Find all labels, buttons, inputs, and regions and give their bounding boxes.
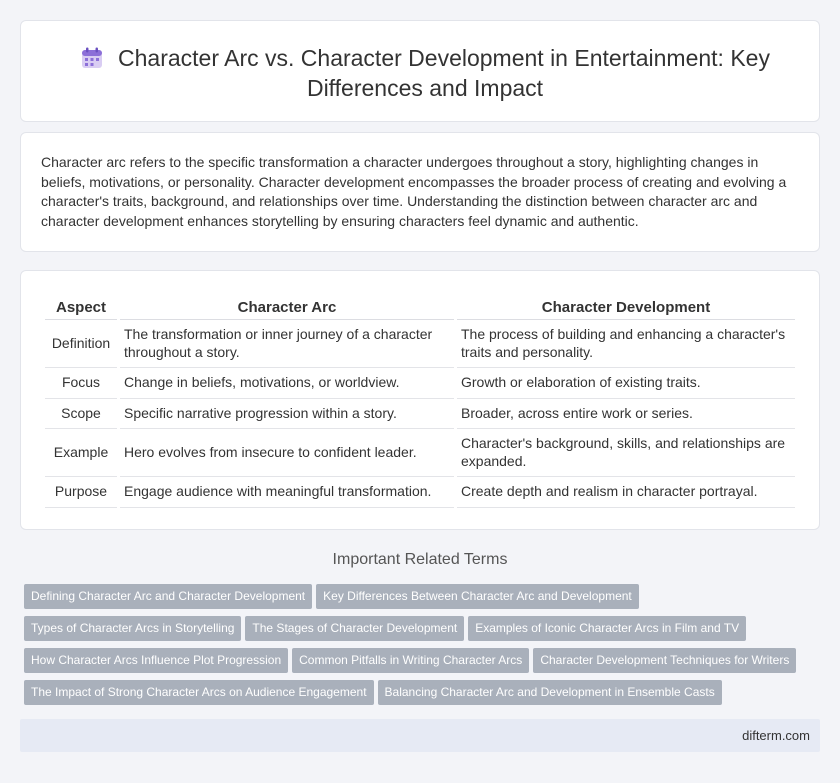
page-title [61, 43, 789, 103]
cell-arc: Hero evolves from insecure to confident leader. [120, 429, 454, 477]
cell-development: The process of building and enhancing a character's traits and personality. [457, 320, 795, 368]
related-term-tag[interactable]: How Character Arcs Influence Plot Progression [24, 648, 288, 673]
comparison-table [42, 295, 798, 508]
cell-arc: Engage audience with meaningful transformation. [120, 477, 454, 508]
cell-aspect: Purpose [45, 477, 117, 508]
tag-row [24, 648, 824, 680]
related-term-tag[interactable]: The Stages of Character Development [245, 616, 464, 641]
related-term-tag[interactable]: Balancing Character Arc and Development in Ensemble Casts [378, 680, 722, 705]
header-character-development: Character Development [457, 295, 795, 320]
cell-arc: The transformation or inner journey of a character throughout a story. [120, 320, 454, 368]
cell-aspect: Focus [45, 368, 117, 399]
cell-aspect: Definition [45, 320, 117, 368]
table-header-row [45, 295, 795, 320]
related-term-tag[interactable]: The Impact of Strong Character Arcs on Audience Engagement [24, 680, 374, 705]
tag-row [24, 584, 824, 616]
related-term-tag[interactable]: Character Development Techniques for Writers [533, 648, 796, 673]
footer-bar [20, 719, 820, 752]
cell-development: Character's background, skills, and relationships are expanded. [457, 429, 795, 477]
table-row [45, 320, 795, 368]
intro-paragraph: Character arc refers to the specific transformation a character undergoes throughout a story, highlighting changes in beliefs, motivations, or personality. Character development encompasses the broader process of creating and evolving a character's traits, background, and relationships over time. Understanding the distinction between character arc and character development enhances storytelling by ensuring characters feel dynamic and authentic. [41, 154, 787, 229]
title-line-2: Differences and Impact [306, 75, 544, 101]
intro-card [20, 132, 820, 252]
tag-row [24, 616, 824, 648]
cell-development: Growth or elaboration of existing traits. [457, 368, 795, 399]
cell-aspect: Scope [45, 399, 117, 430]
cell-aspect: Example [45, 429, 117, 477]
related-terms-tags [24, 584, 824, 712]
table-row [45, 429, 795, 477]
header-character-arc: Character Arc [120, 295, 454, 320]
tag-row [24, 680, 824, 712]
footer-site-link[interactable]: difterm.com [742, 728, 810, 743]
comparison-table-card [20, 270, 820, 530]
related-term-tag[interactable]: Common Pitfalls in Writing Character Arcs [292, 648, 529, 673]
header-card [20, 20, 820, 122]
header-aspect: Aspect [45, 295, 117, 320]
cell-arc: Specific narrative progression within a story. [120, 399, 454, 430]
cell-development: Create depth and realism in character portrayal. [457, 477, 795, 508]
cell-development: Broader, across entire work or series. [457, 399, 795, 430]
calendar-icon [80, 46, 104, 70]
table-row [45, 368, 795, 399]
table-row [45, 399, 795, 430]
related-term-tag[interactable]: Types of Character Arcs in Storytelling [24, 616, 241, 641]
table-row [45, 477, 795, 508]
related-term-tag[interactable]: Key Differences Between Character Arc and Development [316, 584, 639, 609]
related-terms-title: Important Related Terms [332, 551, 508, 568]
related-term-tag[interactable]: Examples of Iconic Character Arcs in Film and TV [468, 616, 746, 641]
related-term-tag[interactable]: Defining Character Arc and Character Development [24, 584, 312, 609]
title-line-1: Character Arc vs. Character Development in Entertainment: Key [118, 45, 770, 71]
cell-arc: Change in beliefs, motivations, or worldview. [120, 368, 454, 399]
